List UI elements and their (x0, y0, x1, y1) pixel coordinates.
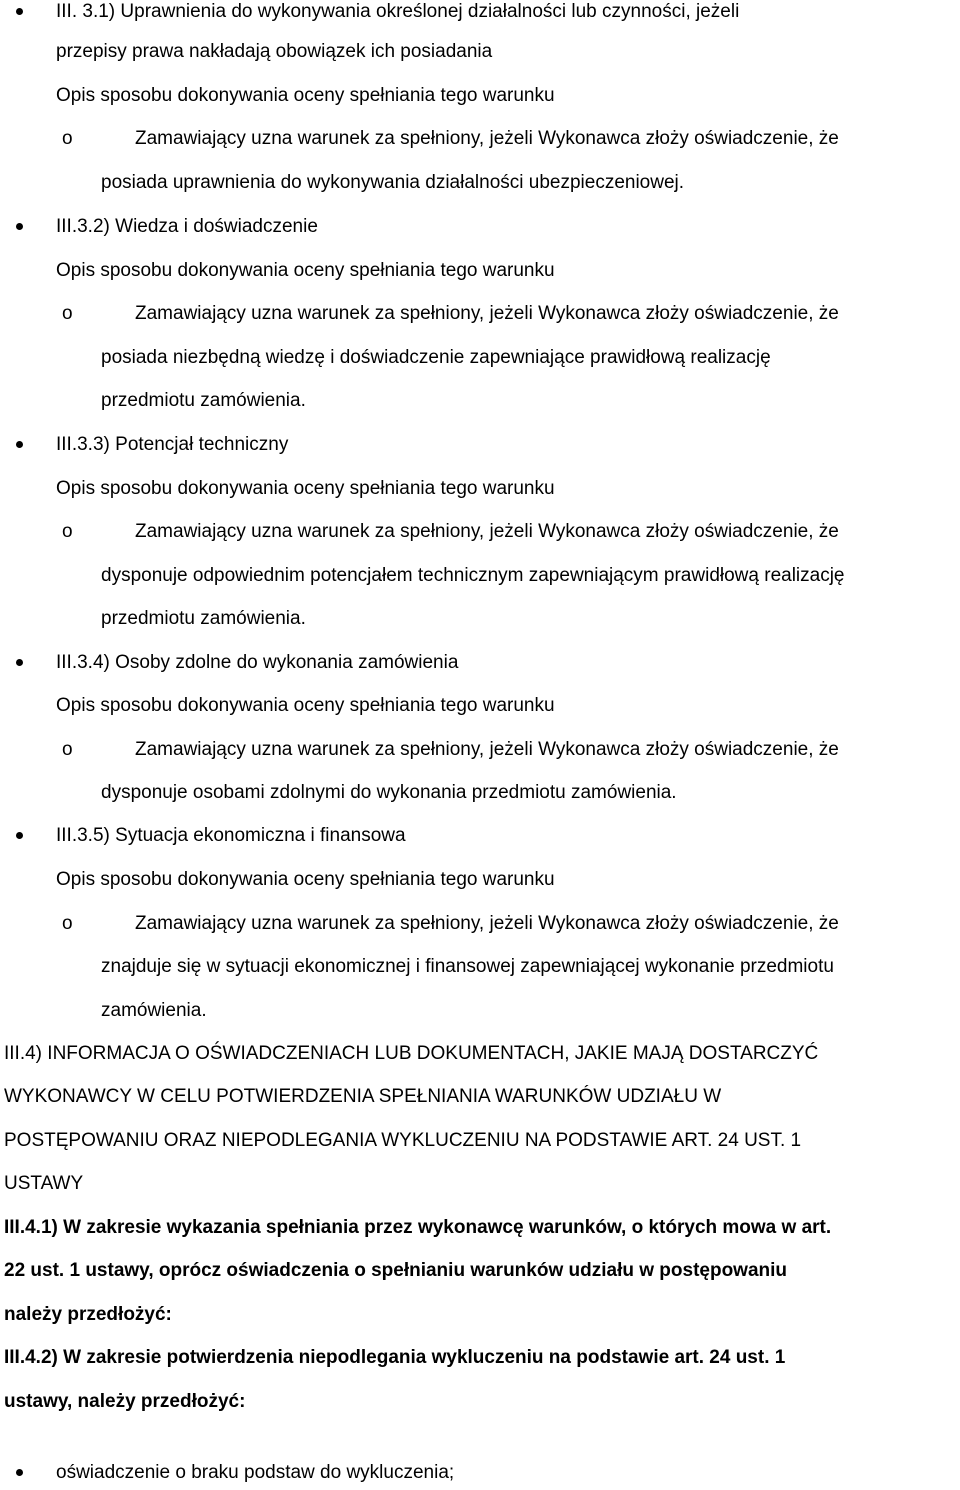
section-heading: III.3.5) Sytuacja ekonomiczna i finansowa (56, 825, 406, 846)
sub-bullet-icon: o (62, 128, 73, 149)
subsection-heading: należy przedłożyć: (4, 1304, 172, 1325)
item-text: znajduje się w sytuacji ekonomicznej i finansowej zapewniającej wykonanie przedmiotu (101, 956, 834, 977)
bullet-icon (16, 1469, 23, 1476)
subsection-heading: ustawy, należy przedłożyć: (4, 1391, 246, 1412)
item-text: przedmiotu zamówienia. (101, 390, 306, 411)
sub-bullet-icon: o (62, 913, 73, 934)
info-heading: WYKONAWCY W CELU POTWIERDZENIA SPEŁNIANIA WARUNKÓW UDZIAŁU W (4, 1086, 722, 1107)
section-heading: III. 3.1) Uprawnienia do wykonywania określonej działalności lub czynności, jeżeli (56, 1, 740, 22)
subsection-heading: 22 ust. 1 ustawy, oprócz oświadczenia o spełnianiu warunków udziału w postępowaniu (4, 1260, 788, 1281)
subsection-heading: III.4.1) W zakresie wykazania spełniania przez wykonawcę warunków, o których mowa w art. (4, 1217, 832, 1238)
subsection-heading: III.4.2) W zakresie potwierdzenia niepodlegania wykluczeniu na podstawie art. 24 ust. 1 (4, 1347, 786, 1368)
sub-bullet-icon: o (62, 303, 73, 324)
item-text: posiada niezbędną wiedzę i doświadczenie zapewniające prawidłową realizację (101, 347, 771, 368)
sub-bullet-icon: o (62, 739, 73, 760)
bullet-icon (16, 659, 23, 666)
info-heading: USTAWY (4, 1173, 84, 1194)
bullet-icon (16, 441, 23, 448)
method-label: Opis sposobu dokonywania oceny spełniania tego warunku (56, 260, 555, 281)
list-item: oświadczenie o braku podstaw do wykluczenia; (56, 1462, 455, 1483)
section-heading: III.3.4) Osoby zdolne do wykonania zamówienia (56, 652, 459, 673)
bullet-icon (16, 223, 23, 230)
item-text: Zamawiający uzna warunek za spełniony, jeżeli Wykonawca złoży oświadczenie, że (135, 739, 839, 760)
method-label: Opis sposobu dokonywania oceny spełniania tego warunku (56, 869, 555, 890)
bullet-icon (16, 832, 23, 839)
section-heading: III.3.3) Potencjał techniczny (56, 434, 289, 455)
item-text: posiada uprawnienia do wykonywania działalności ubezpieczeniowej. (101, 172, 685, 193)
bullet-icon (16, 8, 23, 15)
item-text: Zamawiający uzna warunek za spełniony, jeżeli Wykonawca złoży oświadczenie, że (135, 303, 839, 324)
item-text: Zamawiający uzna warunek za spełniony, jeżeli Wykonawca złoży oświadczenie, że (135, 128, 839, 149)
info-heading: III.4) INFORMACJA O OŚWIADCZENIACH LUB DOKUMENTACH, JAKIE MAJĄ DOSTARCZYĆ (4, 1043, 819, 1064)
method-label: Opis sposobu dokonywania oceny spełniania tego warunku (56, 478, 555, 499)
method-label: Opis sposobu dokonywania oceny spełniania tego warunku (56, 85, 555, 106)
section-heading-cont: przepisy prawa nakładają obowiązek ich posiadania (56, 41, 493, 62)
info-heading: POSTĘPOWANIU ORAZ NIEPODLEGANIA WYKLUCZENIU NA PODSTAWIE ART. 24 UST. 1 (4, 1130, 802, 1151)
item-text: dysponuje odpowiednim potencjałem technicznym zapewniającym prawidłową realizację (101, 565, 845, 586)
sub-bullet-icon: o (62, 521, 73, 542)
item-text: Zamawiający uzna warunek za spełniony, jeżeli Wykonawca złoży oświadczenie, że (135, 913, 839, 934)
item-text: zamówienia. (101, 1000, 207, 1021)
item-text: Zamawiający uzna warunek za spełniony, jeżeli Wykonawca złoży oświadczenie, że (135, 521, 839, 542)
method-label: Opis sposobu dokonywania oceny spełniania tego warunku (56, 695, 555, 716)
item-text: dysponuje osobami zdolnymi do wykonania przedmiotu zamówienia. (101, 782, 677, 803)
section-heading: III.3.2) Wiedza i doświadczenie (56, 216, 318, 237)
item-text: przedmiotu zamówienia. (101, 608, 306, 629)
